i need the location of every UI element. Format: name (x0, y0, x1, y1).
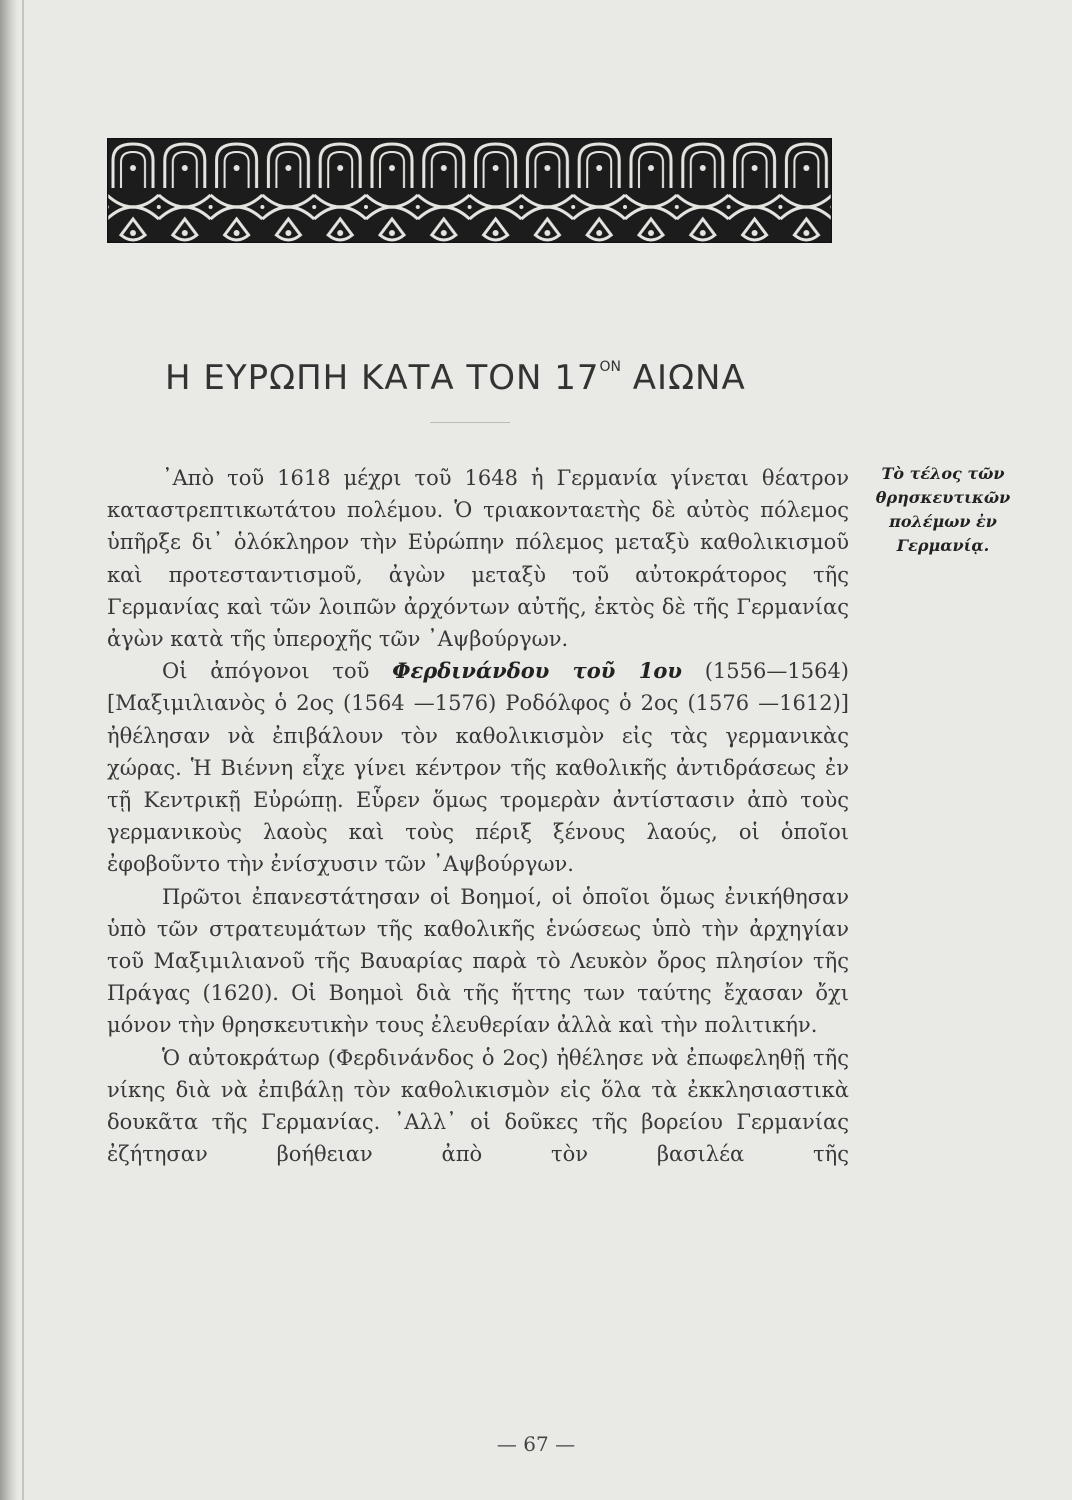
body-text (107, 462, 849, 1170)
paragraph-4: Ὁ αὐτοκράτωρ (Φερδινάνδος ὁ 2ος) ἠθέλησε νὰ ἐπωφεληθῇ τῆς νίκης διὰ νὰ ἐπιβάλῃ τὸν καθολικισμὸν εἰς ὅλα τὰ ἐκκλησιαστικὰ δουκᾶτα τῆς Γερμανίας. ᾿Αλλ᾿ οἱ δοῦκες τῆς βορείου Γερμανίας ἐζήτησαν βοήθειαν ἀπὸ τὸν βασιλέα τῆς (107, 1045, 849, 1167)
chapter-title: Η ΕΥΡΩΠΗ ΚΑΤΑ ΤΟΝ $17^{ON}$ ΑΙΩΝΑ (165, 358, 746, 398)
decorative-header-band (107, 138, 832, 243)
margin-note: Τὸ τέλος τῶν θρησκευτικῶν πολέμων ἐν Γερμανίᾳ. (875, 464, 1011, 555)
page-number: — 67 — (496, 1432, 576, 1456)
emphasized-name: Φερδινάνδου τοῦ 1ου (392, 658, 682, 684)
title-divider (430, 422, 510, 423)
book-spine-shadow (0, 0, 18, 1500)
paragraph-1: ᾿Απὸ τοῦ 1618 μέχρι τοῦ 1648 ἡ Γερμανία γίνεται θέατρον καταστρεπτικωτάτου πολέμου. Ὁ τριακονταετὴς δὲ αὐτὸς πόλεμος ὑπῆρξε δι᾿ ὁλόκληρον τὴν Εὐρώπην πόλεμος μεταξὺ καθολικισμοῦ καὶ προτεσταντισμοῦ, ἀγὼν μεταξὺ τοῦ αὐτοκράτορος τῆς Γερμανίας καὶ τῶν λοιπῶν ἀρχόντων αὐτῆς, ἐκτὸς δὲ τῆς Γερμανίας ἀγὼν κατὰ τῆς ὑπεροχῆς τῶν ᾿Αψβούργων. (107, 466, 849, 652)
paragraph-2: Οἱ ἀπόγονοι τοῦ Φερδινάνδου τοῦ 1ου (1556—1564) [Μαξιμιλιανὸς ὁ 2ος (1564 —1576) Ροδόλφος ὁ 2ος (1576 —1612)] ἠθέλησαν νὰ ἐπιβάλουν τὸν καθολικισμὸν εἰς τὰς γερμανικὰς χώρας. Ἡ Βιέννη εἶχε γίνει κέντρον τῆς καθολικῆς ἀντιδράσεως ἐν τῇ Κεντρικῇ Εὐρώπῃ. Εὗρεν ὅμως τρομερὰν ἀντίστασιν ἀπὸ τοὺς γερμανικοὺς λαοὺς καὶ τοὺς πέριξ ξένους λαούς, οἱ ὁποῖοι ἐφοβοῦντο τὴν ἐνίσχυσιν τῶν ᾿Αψβούργων. (107, 658, 849, 877)
page-edge (22, 0, 24, 1500)
paragraph-3: Πρῶτοι ἐπανεστάτησαν οἱ Βοημοί, οἱ ὁποῖοι ὅμως ἐνικήθησαν ὑπὸ τῶν στρατευμάτων τῆς καθολικῆς ἑνώσεως ὑπὸ τὴν ἀρχηγίαν τοῦ Μαξιμιλιανοῦ τῆς Βαυαρίας παρὰ τὸ Λευκὸν ὄρος πλησίον τῆς Πράγας (1620). Οἱ Βοημοὶ διὰ τῆς ἥττης των ταύτης ἔχασαν ὄχι μόνον τὴν θρησκευτικὴν τους ἐλευθερίαν ἀλλὰ καὶ τὴν πολιτικήν. (107, 884, 849, 1038)
